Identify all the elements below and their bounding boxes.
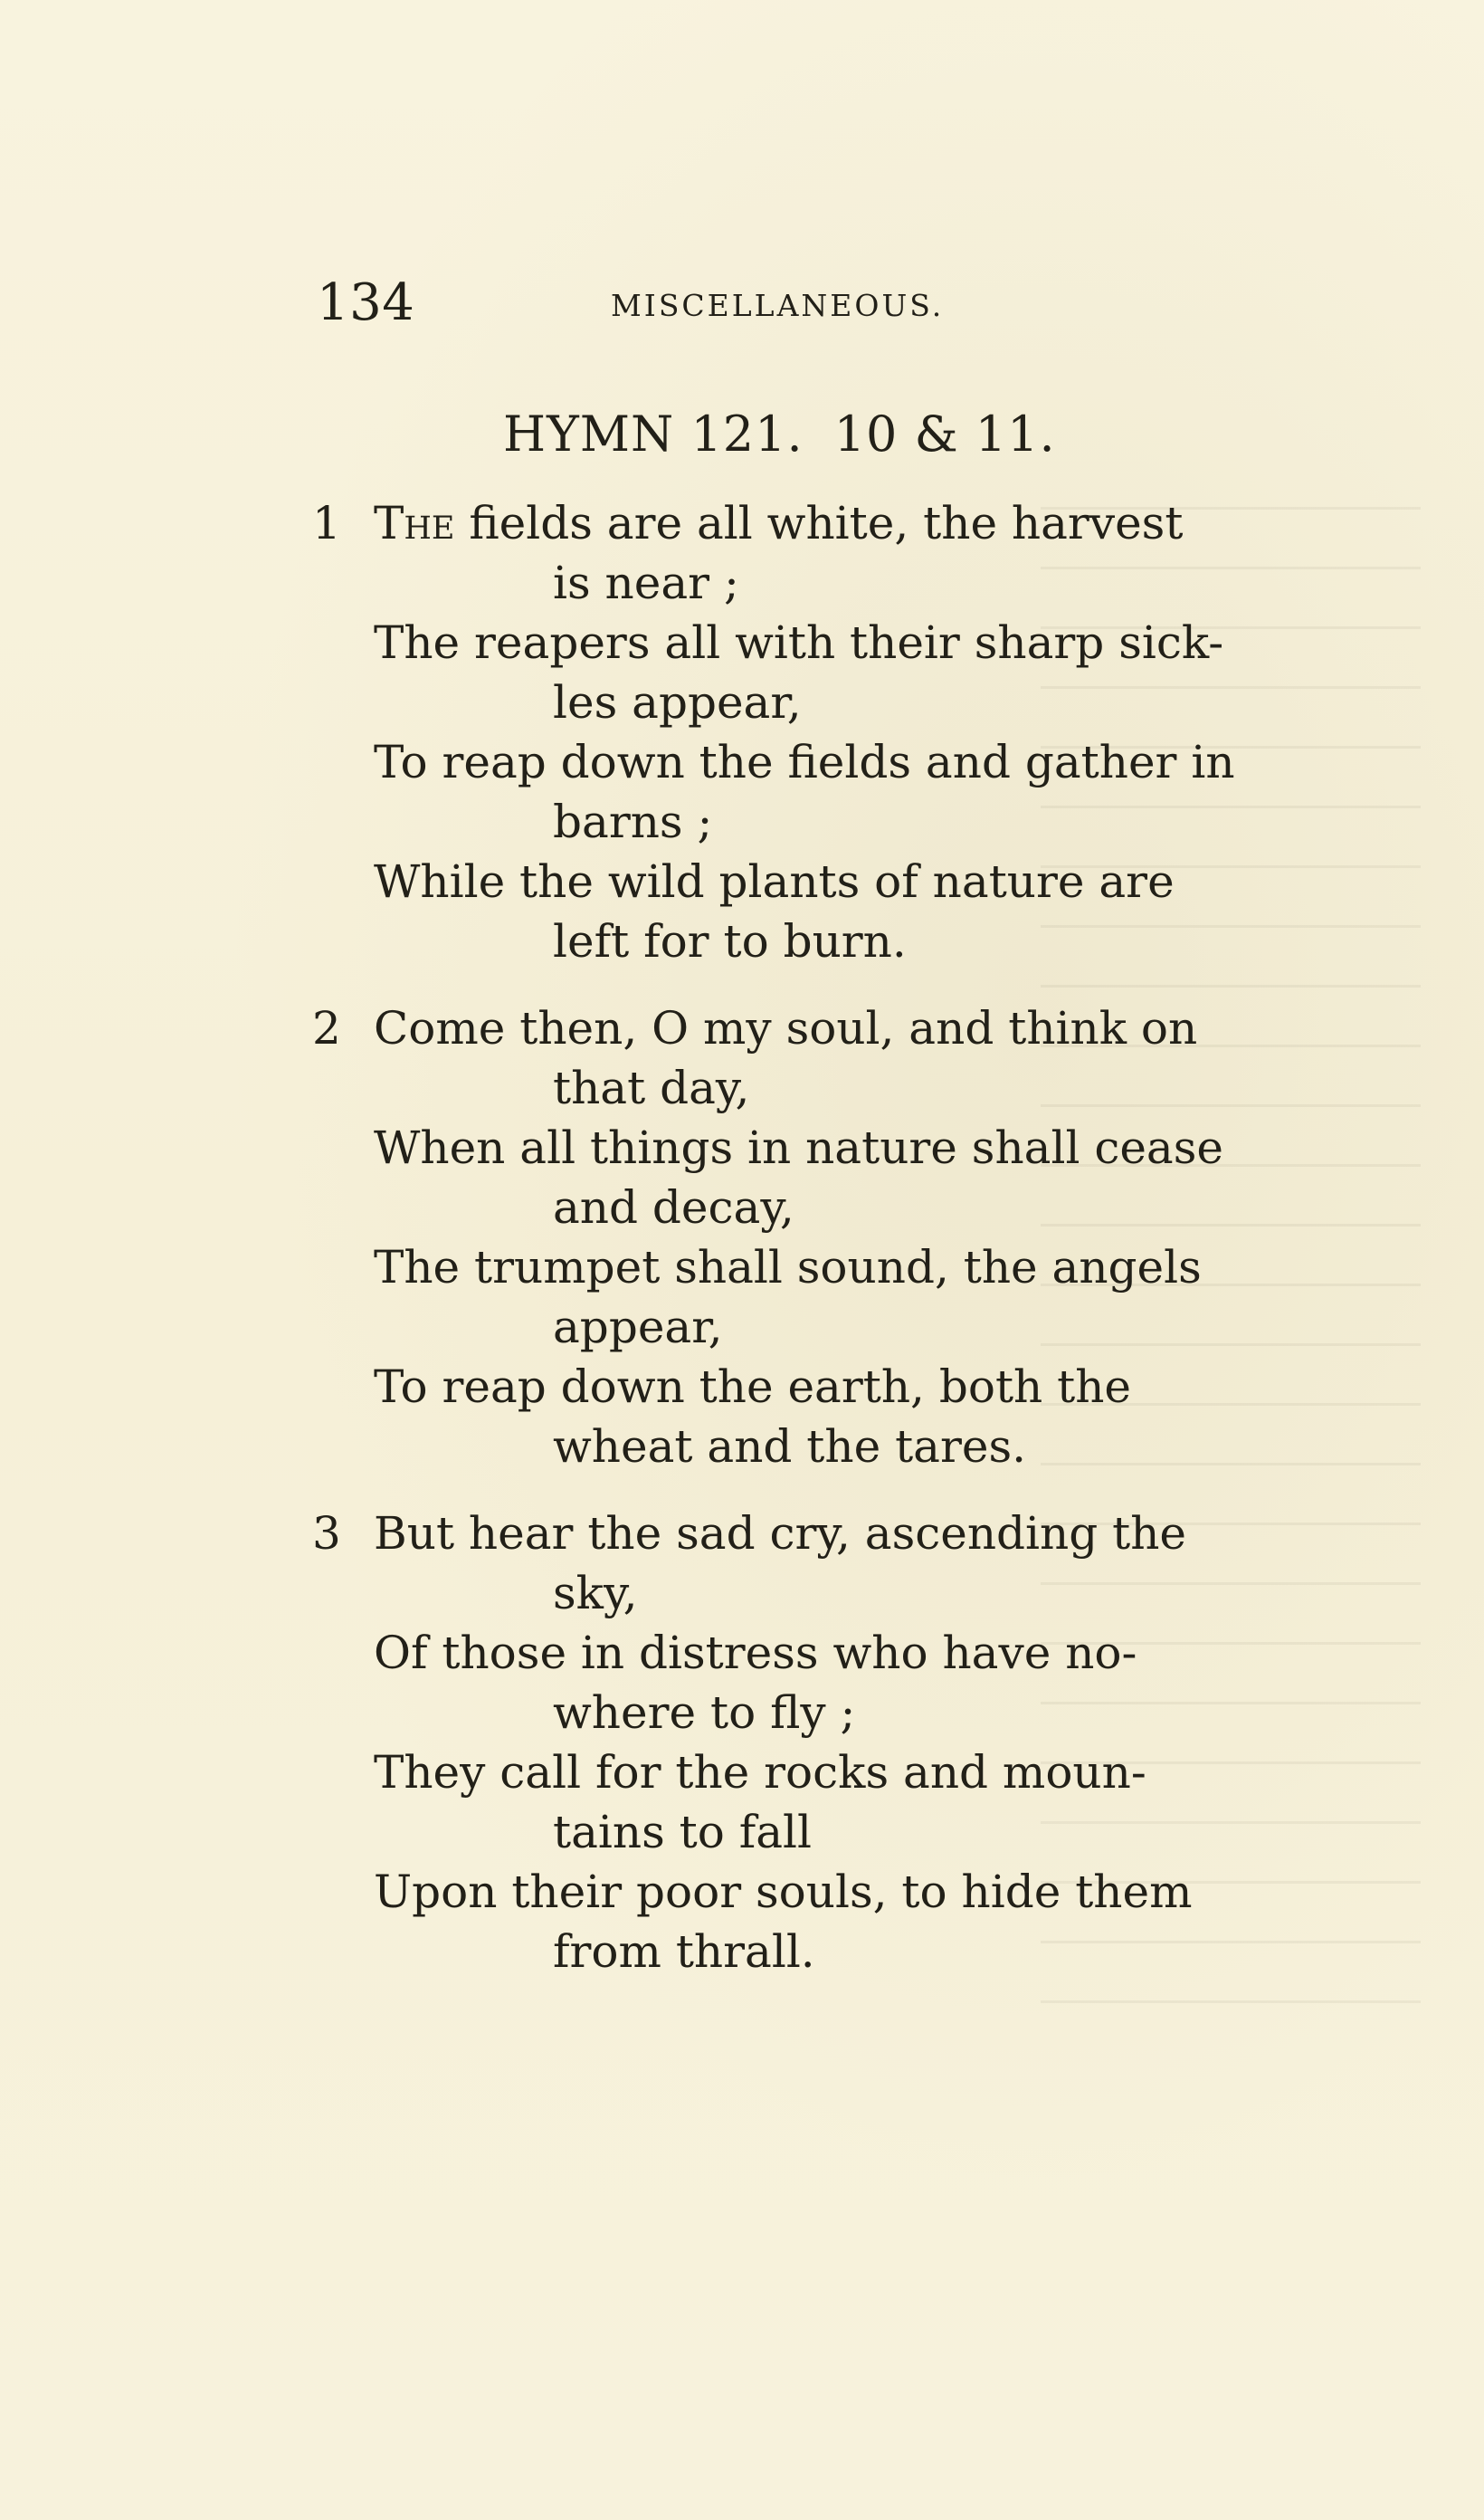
verse-line-turnover: that day, [553, 1062, 750, 1114]
verse-line-turnover: les appear, [553, 676, 802, 729]
first-word: The [374, 497, 455, 549]
verse-line: The reapers all with their sharp sick- [374, 616, 1224, 669]
verse-line: Of those in distress who have no- [374, 1627, 1137, 1679]
hymn-meter: 10 & 11. [833, 406, 1056, 463]
verse-line-turnover: sky, [553, 1567, 638, 1619]
verse-line-turnover: where to fly ; [553, 1686, 856, 1739]
verse-line-turnover: barns ; [553, 796, 713, 848]
verse-line-turnover: is near ; [553, 557, 739, 609]
verse-2 [303, 998, 1298, 1476]
verse-line: While the wild plants of nature are [374, 855, 1175, 908]
verse-1 [303, 493, 1298, 971]
verse-line-turnover: appear, [553, 1301, 723, 1353]
verse-line-turnover: wheat and the tares. [553, 1420, 1027, 1473]
page-header [317, 272, 1312, 335]
verse-number: 3 [312, 1507, 341, 1560]
verse-line-turnover: tains to fall [553, 1806, 813, 1858]
running-head: MISCELLANEOUS. [611, 288, 945, 323]
verse-line: They call for the rocks and moun- [374, 1746, 1146, 1799]
verse-number: 1 [312, 497, 341, 549]
verse-line: To reap down the earth, both the [374, 1360, 1132, 1413]
verse-line-turnover: from thrall. [553, 1925, 815, 1978]
verse-line-turnover: left for to burn. [553, 915, 907, 968]
line-text: fields are all white, the harvest [454, 497, 1184, 549]
hymn-title [503, 403, 1056, 466]
verse-3 [303, 1503, 1298, 1981]
verse-line: To reap down the fields and gather in [374, 736, 1235, 788]
verse-number: 2 [312, 1002, 341, 1055]
verse-line: But hear the sad cry, ascending the [374, 1507, 1187, 1560]
verse-line: Come then, O my soul, and think on [374, 1002, 1198, 1055]
verses [303, 493, 1298, 2009]
verse-line: When all things in nature shall cease [374, 1122, 1223, 1174]
verse-line: Upon their poor souls, to hide them [374, 1866, 1193, 1918]
page-number: 134 [317, 273, 415, 332]
verse-line [303, 493, 1298, 553]
hymn-number: HYMN 121. [503, 406, 804, 463]
verse-line: The trumpet shall sound, the angels [374, 1241, 1202, 1293]
verse-line-turnover: and decay, [553, 1181, 794, 1234]
